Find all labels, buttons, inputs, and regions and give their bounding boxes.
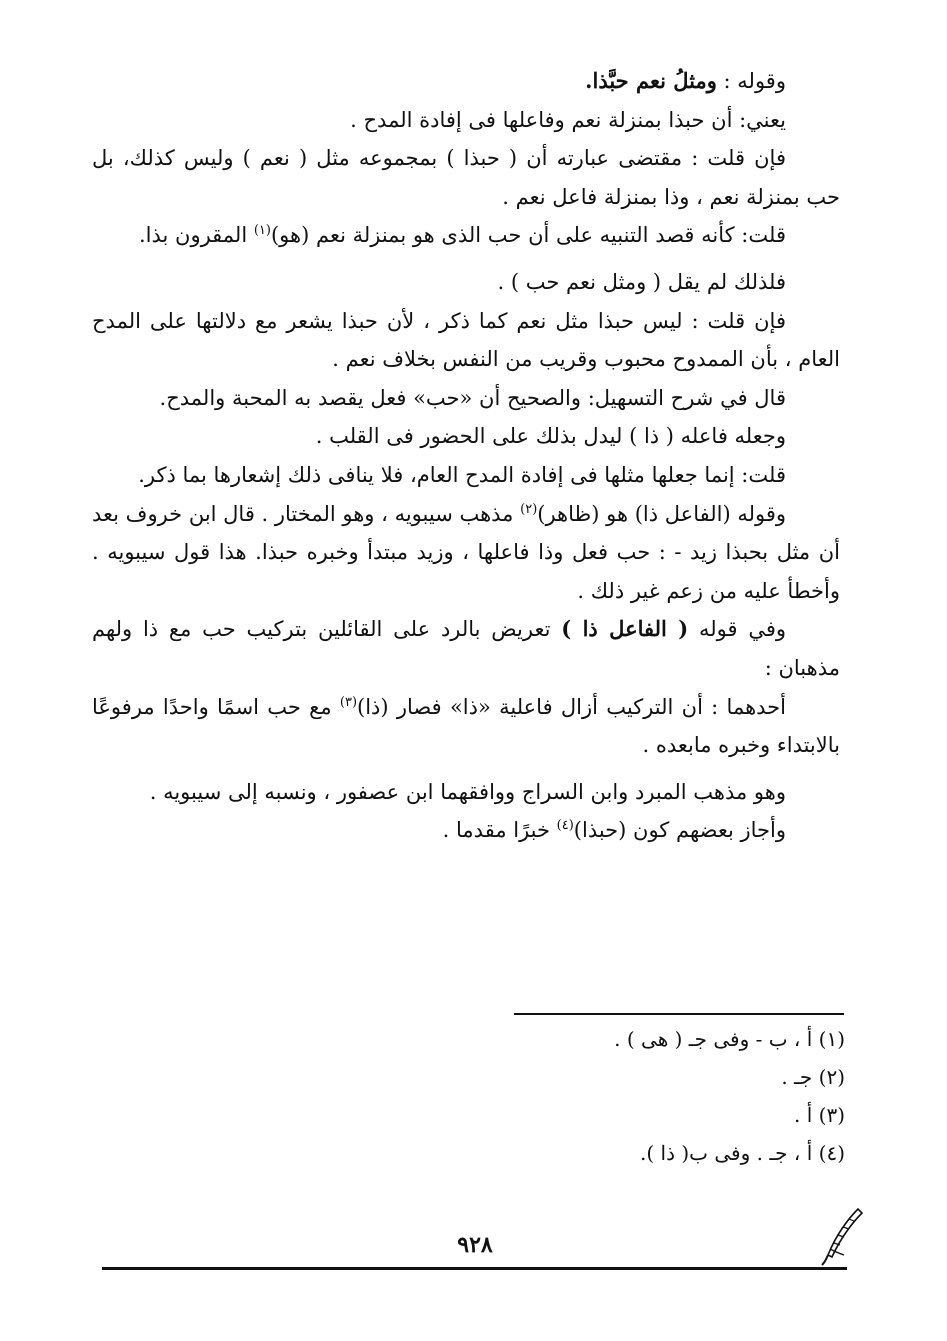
paragraph-2: يعني: أن حبذا بمنزلة نعم وفاعلها فى إفادة المدح .: [350, 107, 786, 132]
footnote-ref-1: (١): [253, 223, 271, 239]
footnote-2: (٢) جـ .: [781, 1065, 845, 1089]
paragraph-3: فإن قلت : مقتضى عبارته أن ( حبذا ) بمجموعه مثل ( نعم ) وليس كذلك، بل حب بمنزلة نعم ، وذا بمنزلة فاعل نعم .: [92, 146, 840, 209]
main-text: [92, 62, 840, 850]
paragraph-14: [92, 811, 840, 850]
quill-pen-icon: [818, 1205, 866, 1267]
paragraph-9: قلت: إنما جعلها مثلها فى إفادة المدح العام، فلا ينافى ذلك إشعارها بما ذكر.: [138, 462, 786, 487]
text-span: مذهب سيبويه ، وهو المختار . قال ابن خروف بعد أن مثل بحبذا زيد - : حب فعل وذا فاعلها ، وزيد مبتدأ وخبره حبذا. هذا قول سيبويه . وأخطأ عليه من زعم غير ذلك .: [92, 501, 840, 603]
bottom-rule: [102, 1267, 847, 1270]
text-span: وفي قوله: [688, 617, 787, 642]
paragraph-1: [92, 62, 840, 101]
footnote-4: (٤) أ ، جـ . وفى ب( ذا ).: [640, 1141, 845, 1165]
footnote-ref-2: (٢): [520, 501, 538, 517]
paragraph-7: قال في شرح التسهيل: والصحيح أن «حب» فعل يقصد به المحبة والمدح.: [159, 385, 786, 410]
page-number: ٩٢٨: [457, 1232, 493, 1258]
text-span: المقرون بذا.: [138, 223, 254, 248]
text-span: وأجاز بعضهم كون (حبذا): [573, 818, 786, 843]
footnote-ref-3: (٣): [339, 694, 358, 710]
paragraph-11: [92, 610, 840, 687]
text-span: مع حب اسمًا واحدًا مرفوعًا بالابتداء وخبره مابعده .: [92, 694, 840, 758]
bold-quote: ومثلُ نعم حبَّذا.: [585, 68, 717, 93]
paragraph-8: وجعله فاعله ( ذا ) ليدل بذلك على الحضور فى القلب .: [315, 424, 786, 449]
text-span: تعريض بالرد على القائلين بتركيب حب مع ذا ولهم مذهبان :: [92, 617, 840, 680]
paragraph-4: [92, 216, 840, 255]
paragraph-5: فلذلك لم يقل ( ومثل نعم حب ) .: [497, 269, 786, 294]
text-span: قلت: كأنه قصد التنبيه على أن حب الذى هو بمنزلة نعم (هو): [270, 223, 786, 248]
footnotes: [300, 1020, 845, 1172]
footnote-3: (٣) أ .: [794, 1103, 845, 1127]
bold-quote: ( الفاعل ذا ): [561, 616, 689, 642]
footnote-separator: [514, 1013, 844, 1015]
footnote-ref-4: (٤): [556, 818, 574, 834]
paragraph-13: وهو مذهب المبرد وابن السراج ووافقهما ابن عصفور ، ونسبه إلى سيبويه .: [149, 779, 786, 804]
text-span: وقوله (الفاعل ذا) هو (ظاهر): [537, 501, 786, 526]
text-span: خبرًا مقدما .: [442, 818, 557, 843]
text-span: وقوله :: [716, 69, 786, 93]
paragraph-6: فإن قلت : ليس حبذا مثل نعم كما ذكر ، لأن حبذا يشعر مع دلالتها على المدح العام ، بأن الممدوح محبوب وقريب من النفس بخلاف نعم .: [92, 308, 840, 372]
text-span: أحدهما : أن التركيب أزال فاعلية «ذا» فصار (ذا): [357, 694, 786, 719]
footnote-1: (١) أ ، ب - وفى جـ ( هى ) .: [614, 1027, 845, 1051]
paragraph-12: [92, 688, 840, 765]
paragraph-10: [92, 495, 840, 611]
